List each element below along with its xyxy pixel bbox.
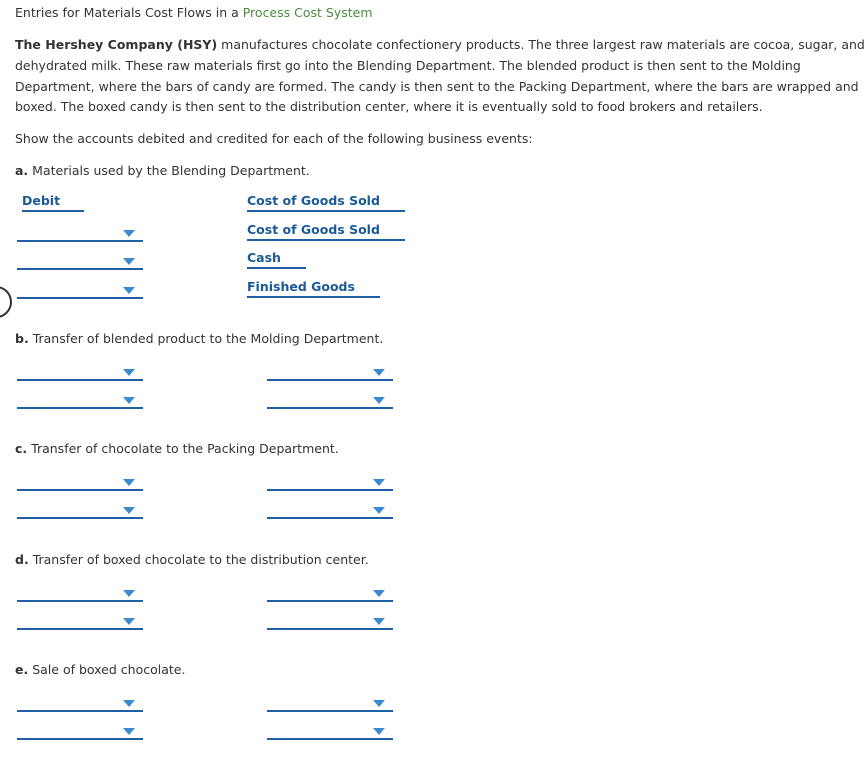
chevron-down-icon: [123, 397, 135, 404]
question-letter: c.: [15, 441, 28, 456]
chevron-down-icon: [123, 479, 135, 486]
b-credit-amount-dropdown[interactable]: [267, 391, 393, 409]
question-text: Transfer of boxed chocolate to the distribution center.: [32, 552, 369, 567]
title-text: Entries for Materials Cost Flows in a: [15, 5, 243, 20]
chevron-down-icon: [373, 479, 385, 486]
question-a: [15, 163, 310, 178]
chevron-down-icon: [123, 507, 135, 514]
question-text: Transfer of chocolate to the Packing Department.: [31, 441, 339, 456]
question-text: Materials used by the Blending Department.: [32, 163, 310, 178]
dropdown-option-cash[interactable]: Cash: [247, 250, 306, 269]
b-credit-dropdown[interactable]: [17, 391, 143, 409]
page-title: [15, 5, 373, 20]
d-credit-amount-dropdown[interactable]: [267, 612, 393, 630]
chevron-down-icon: [373, 700, 385, 707]
d-debit-dropdown[interactable]: [17, 584, 143, 602]
question-b: [15, 331, 383, 346]
d-credit-dropdown[interactable]: [17, 612, 143, 630]
question-letter: e.: [15, 662, 29, 677]
instruction: Show the accounts debited and credited for each of the following business events:: [15, 131, 533, 146]
chevron-down-icon: [373, 369, 385, 376]
cursor-circle-icon: [0, 286, 12, 318]
e-debit-dropdown[interactable]: [17, 694, 143, 712]
intro-text: manufactures chocolate confectionery products. The three largest raw materials are cocoa, sugar, and dehydrated milk. These raw materials first go into the Blending Department. The blended product is then sent to the Molding Department, where the bars of candy are formed. The candy is then sent to the Packing Department, where the bars are wrapped and boxed. The boxed candy is then sent to the distribution center, where it is eventually sold to food brokers and retailers.: [15, 37, 865, 115]
chevron-down-icon: [123, 230, 135, 237]
chevron-down-icon: [373, 397, 385, 404]
chevron-down-icon: [373, 590, 385, 597]
chevron-down-icon: [123, 590, 135, 597]
c-credit-amount-dropdown[interactable]: [267, 501, 393, 519]
c-credit-dropdown[interactable]: [17, 501, 143, 519]
question-text: Sale of boxed chocolate.: [32, 662, 186, 677]
title-link[interactable]: Process Cost System: [242, 5, 373, 20]
intro-paragraph: [15, 35, 865, 118]
e-debit-amount-dropdown[interactable]: [267, 694, 393, 712]
chevron-down-icon: [373, 507, 385, 514]
dropdown-option-cogs-2[interactable]: Cost of Goods Sold: [247, 222, 405, 241]
e-credit-dropdown[interactable]: [17, 722, 143, 740]
a-debit-dropdown-1[interactable]: [17, 224, 143, 242]
c-debit-dropdown[interactable]: [17, 473, 143, 491]
dropdown-option-cogs-1[interactable]: Cost of Goods Sold: [247, 193, 405, 212]
chevron-down-icon: [373, 618, 385, 625]
c-debit-amount-dropdown[interactable]: [267, 473, 393, 491]
a-debit-dropdown-2[interactable]: [17, 252, 143, 270]
d-debit-amount-dropdown[interactable]: [267, 584, 393, 602]
question-letter: a.: [15, 163, 29, 178]
debit-header: Debit: [22, 193, 84, 212]
chevron-down-icon: [123, 369, 135, 376]
chevron-down-icon: [373, 728, 385, 735]
b-debit-amount-dropdown[interactable]: [267, 363, 393, 381]
question-c: [15, 441, 339, 456]
chevron-down-icon: [123, 287, 135, 294]
question-d: [15, 552, 369, 567]
question-text: Transfer of blended product to the Molding Department.: [32, 331, 384, 346]
question-letter: b.: [15, 331, 29, 346]
chevron-down-icon: [123, 618, 135, 625]
e-credit-amount-dropdown[interactable]: [267, 722, 393, 740]
chevron-down-icon: [123, 700, 135, 707]
question-letter: d.: [15, 552, 29, 567]
b-debit-dropdown[interactable]: [17, 363, 143, 381]
a-credit-dropdown[interactable]: [17, 281, 143, 299]
chevron-down-icon: [123, 258, 135, 265]
company-name: The Hershey Company (HSY): [15, 37, 218, 52]
dropdown-option-finished-goods[interactable]: Finished Goods: [247, 279, 380, 298]
question-e: [15, 662, 185, 677]
chevron-down-icon: [123, 728, 135, 735]
